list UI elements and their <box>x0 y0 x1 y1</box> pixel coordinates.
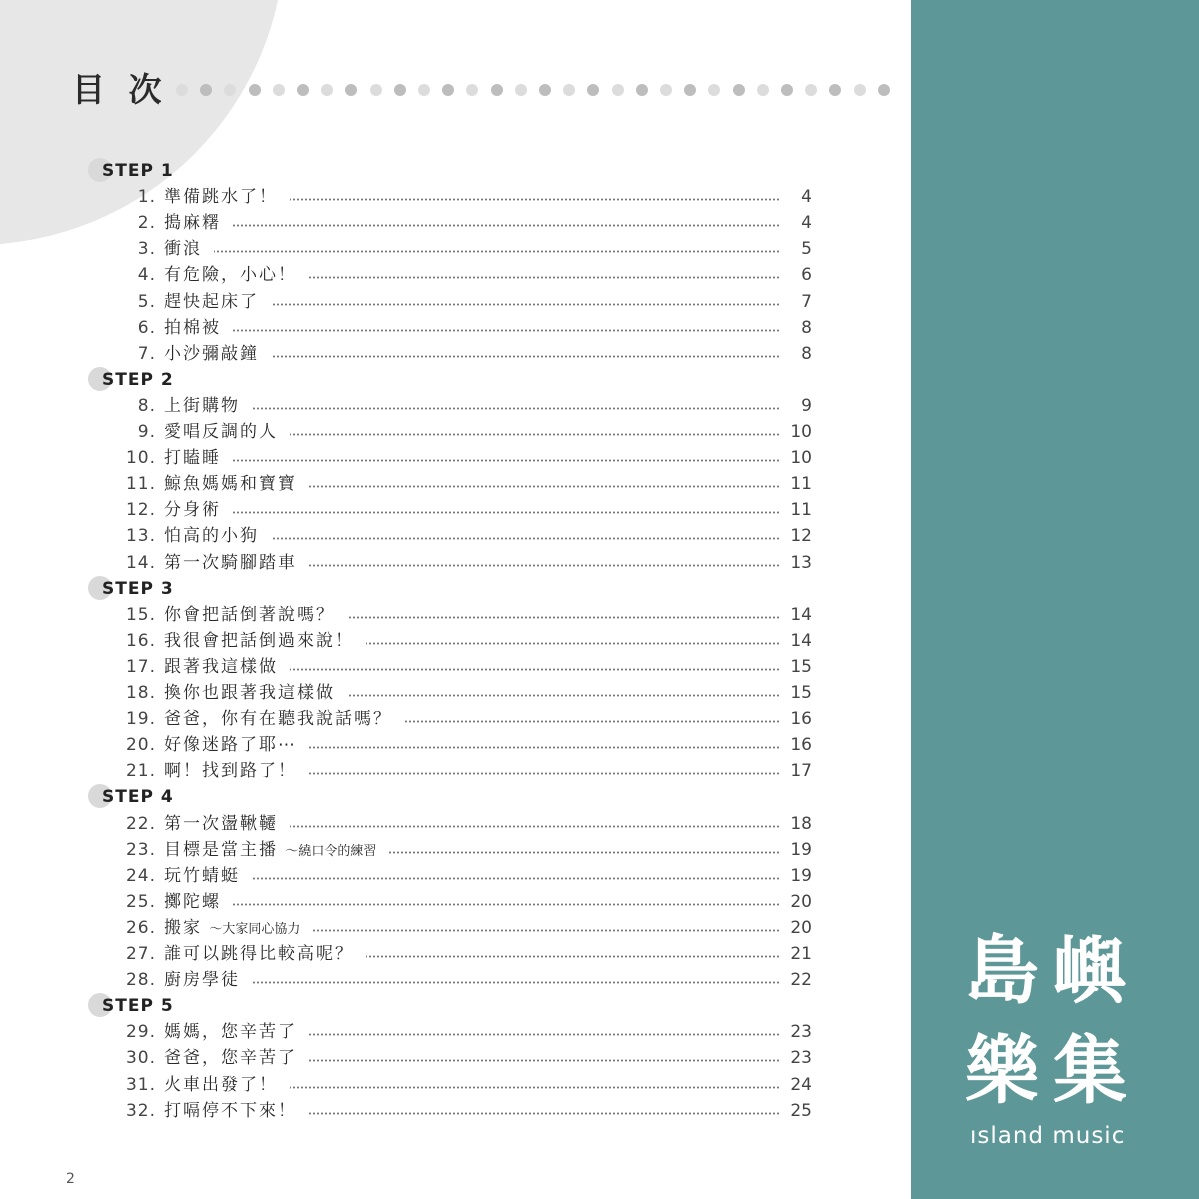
dot-leader <box>312 929 780 932</box>
entry-title-text: 搗麻糬 <box>164 213 221 234</box>
entry-page-number: 18 <box>790 813 812 834</box>
entry-title-text: 趕快起床了 <box>164 291 259 312</box>
step-label: STEP 2 <box>102 369 174 390</box>
toc-entry[interactable] <box>0 393 911 419</box>
toc-entry[interactable] <box>0 706 911 732</box>
entry-page-number: 5 <box>801 239 812 260</box>
toc-entry[interactable] <box>0 889 911 915</box>
entry-number: 7. <box>137 343 156 364</box>
entry-title-text: 第一次騎腳踏車 <box>164 552 297 573</box>
entry-number: 12. <box>125 500 156 521</box>
entry-title-text: 廚房學徒 <box>164 970 240 991</box>
logo-english-text: ısland music <box>970 1123 1126 1149</box>
entry-page-number: 19 <box>790 839 812 860</box>
entry-title <box>164 889 221 915</box>
entry-title <box>164 236 202 262</box>
entry-title <box>164 602 335 628</box>
entry-page-number: 14 <box>790 604 812 625</box>
entry-title-text: 火車出發了！ <box>164 1074 278 1095</box>
toc-entry[interactable] <box>0 837 911 863</box>
dot-leader <box>252 981 780 984</box>
entry-title <box>164 1019 297 1045</box>
entry-number: 2. <box>137 213 156 234</box>
entry-page-number: 7 <box>801 291 812 312</box>
dot-leader <box>366 955 780 958</box>
toc-entry[interactable] <box>0 341 911 367</box>
logo-line-2: 樂集 <box>965 1028 1141 1114</box>
toc-entry[interactable] <box>0 915 911 941</box>
toc-entry[interactable] <box>0 262 911 288</box>
dot-leader <box>214 250 780 253</box>
entry-page-number: 8 <box>801 317 812 338</box>
entry-page-number: 22 <box>790 970 812 991</box>
step-label: STEP 4 <box>102 787 174 808</box>
entry-number: 3. <box>137 239 156 260</box>
dot-leader <box>388 851 780 854</box>
entry-title <box>164 1072 278 1098</box>
dot-leader <box>347 694 780 697</box>
toc-entry[interactable] <box>0 1045 911 1071</box>
toc-entry[interactable] <box>0 654 911 680</box>
toc-entry[interactable] <box>0 680 911 706</box>
step-heading <box>88 158 288 184</box>
step-heading <box>88 367 288 393</box>
entry-title <box>164 497 221 523</box>
toc-entry[interactable] <box>0 550 911 576</box>
toc-entry[interactable] <box>0 941 911 967</box>
toc-entry[interactable] <box>0 497 911 523</box>
entry-number: 29. <box>125 1022 156 1043</box>
entry-title-text: 衝浪 <box>164 239 202 260</box>
entry-title <box>164 628 354 654</box>
entry-number: 15. <box>125 604 156 625</box>
entry-number: 22. <box>125 813 156 834</box>
dot-leader <box>309 1112 780 1115</box>
entry-title <box>164 262 297 288</box>
entry-title-text: 爸爸，你有在聽我說話嗎？ <box>164 709 392 730</box>
entry-number: 20. <box>125 735 156 756</box>
step-heading <box>88 993 288 1019</box>
entry-title-text: 打嗝停不下來！ <box>164 1100 297 1121</box>
dot-leader <box>233 459 780 462</box>
dot-leader <box>366 642 780 645</box>
toc-entry[interactable] <box>0 967 911 993</box>
toc-entry[interactable] <box>0 811 911 837</box>
entry-title <box>164 837 376 865</box>
dot-leader <box>404 720 780 723</box>
entry-number: 24. <box>125 865 156 886</box>
entry-page-number: 14 <box>790 630 812 651</box>
entry-title <box>164 184 278 210</box>
entry-title <box>164 941 354 967</box>
entry-title <box>164 732 297 758</box>
entry-number: 16. <box>125 630 156 651</box>
entry-title <box>164 523 259 549</box>
entry-subtitle: ～大家同心協力 <box>209 921 301 937</box>
entry-title <box>164 550 297 576</box>
logo-line-1: 島嶼 <box>965 928 1141 1014</box>
step-label: STEP 3 <box>102 578 174 599</box>
entry-title <box>164 967 240 993</box>
entry-number: 21. <box>125 761 156 782</box>
entry-page-number: 11 <box>790 500 812 521</box>
brand-logo <box>965 925 1155 1155</box>
entry-title-text: 愛唱反調的人 <box>164 422 278 442</box>
dot-leader <box>271 355 780 358</box>
entry-subtitle: ～繞口令的練習 <box>285 843 377 859</box>
dot-leader <box>309 1059 780 1062</box>
page-title: 目 次 <box>72 70 168 109</box>
entry-page-number: 16 <box>790 735 812 756</box>
entry-title <box>164 915 300 943</box>
entry-title <box>164 341 259 367</box>
entry-number: 14. <box>125 552 156 573</box>
toc-entry[interactable] <box>0 758 911 784</box>
toc-entry[interactable] <box>0 602 911 628</box>
toc-entry[interactable] <box>0 210 911 236</box>
entry-number: 27. <box>125 944 156 964</box>
dot-leader <box>309 1033 780 1036</box>
entry-title-text: 換你也跟著我這樣做 <box>164 683 335 703</box>
entry-title <box>164 419 278 445</box>
entry-title-text: 擲陀螺 <box>164 891 221 912</box>
entry-title-text: 怕高的小狗 <box>164 526 259 547</box>
entry-number: 32. <box>125 1100 156 1121</box>
entry-title <box>164 1045 297 1071</box>
dot-leader <box>309 485 780 488</box>
entry-page-number: 21 <box>790 944 812 964</box>
entry-title <box>164 706 392 732</box>
entry-number: 23. <box>125 839 156 860</box>
entry-title <box>164 811 278 837</box>
entry-title-text: 我很會把話倒過來說！ <box>164 630 354 651</box>
entry-title-text: 小沙彌敲鐘 <box>164 343 259 364</box>
entry-number: 25. <box>125 891 156 912</box>
entry-title-text: 跟著我這樣做 <box>164 656 278 677</box>
step-heading <box>88 784 288 810</box>
entry-page-number: 23 <box>790 1022 812 1043</box>
entry-number: 8. <box>137 395 156 416</box>
dot-leader <box>309 564 780 567</box>
dot-leader <box>233 224 780 227</box>
entry-page-number: 16 <box>790 709 812 730</box>
dot-leader <box>271 303 780 306</box>
entry-title <box>164 393 240 419</box>
entry-title <box>164 1098 297 1124</box>
entry-title-text: 啊！找到路了！ <box>164 761 297 782</box>
entry-page-number: 25 <box>790 1100 812 1121</box>
dot-leader <box>233 511 780 514</box>
entry-title-text: 媽媽，您辛苦了 <box>164 1022 297 1043</box>
dot-leader <box>290 1086 780 1089</box>
entry-number: 17. <box>125 656 156 677</box>
entry-number: 18. <box>125 683 156 703</box>
toc-entry[interactable] <box>0 1019 911 1045</box>
toc-entry[interactable] <box>0 419 911 445</box>
entry-number: 6. <box>137 317 156 338</box>
entry-title-text: 上街購物 <box>164 395 240 416</box>
entry-title-text: 好像迷路了耶⋯ <box>164 735 297 756</box>
entry-page-number: 4 <box>801 213 812 234</box>
entry-page-number: 11 <box>790 474 812 495</box>
entry-title-text: 打瞌睡 <box>164 448 221 469</box>
entry-title-text: 目標是當主播 <box>164 839 278 860</box>
entry-page-number: 8 <box>801 343 812 364</box>
entry-title <box>164 315 221 341</box>
entry-number: 19. <box>125 709 156 730</box>
entry-number: 26. <box>125 917 156 938</box>
entry-number: 9. <box>137 422 156 442</box>
entry-number: 10. <box>125 448 156 469</box>
entry-page-number: 4 <box>801 187 812 208</box>
entry-page-number: 20 <box>790 891 812 912</box>
toc-entry[interactable] <box>0 236 911 262</box>
entry-number: 30. <box>125 1048 156 1069</box>
entry-title <box>164 471 297 497</box>
toc-entry[interactable] <box>0 523 911 549</box>
dot-leader <box>290 668 780 671</box>
entry-title-text: 拍棉被 <box>164 317 221 338</box>
entry-number: 1. <box>137 187 156 208</box>
entry-page-number: 19 <box>790 865 812 886</box>
entry-page-number: 15 <box>790 683 812 703</box>
entry-title-text: 誰可以跳得比較高呢？ <box>164 944 354 964</box>
entry-page-number: 23 <box>790 1048 812 1069</box>
entry-page-number: 15 <box>790 656 812 677</box>
dot-leader <box>252 407 780 410</box>
entry-title-text: 玩竹蜻蜓 <box>164 865 240 886</box>
entry-page-number: 9 <box>801 395 812 416</box>
dot-leader <box>309 746 780 749</box>
dot-leader <box>233 903 780 906</box>
entry-title <box>164 654 278 680</box>
entry-title <box>164 445 221 471</box>
entry-title <box>164 289 259 315</box>
step-label: STEP 1 <box>102 161 174 181</box>
dot-leader <box>290 433 780 436</box>
entry-number: 4. <box>137 265 156 286</box>
entry-title <box>164 863 240 889</box>
toc-entry[interactable] <box>0 732 911 758</box>
entry-page-number: 20 <box>790 917 812 938</box>
entry-number: 11. <box>125 474 156 495</box>
dot-leader <box>309 276 780 279</box>
entry-number: 28. <box>125 970 156 991</box>
dot-leader <box>252 877 780 880</box>
toc-entry[interactable] <box>0 289 911 315</box>
page-number: 2 <box>66 1171 75 1187</box>
entry-title-text: 第一次盪鞦韆 <box>164 813 278 834</box>
entry-title <box>164 758 297 784</box>
dot-leader <box>309 772 780 775</box>
entry-page-number: 10 <box>790 422 812 442</box>
entry-title-text: 搬家 <box>164 917 202 938</box>
step-label: STEP 5 <box>102 996 174 1017</box>
step-heading <box>88 576 288 602</box>
entry-title-text: 準備跳水了！ <box>164 187 278 208</box>
toc-entry[interactable] <box>0 184 911 210</box>
dot-leader <box>233 329 780 332</box>
entry-title-text: 有危險，小心！ <box>164 265 297 286</box>
entry-number: 13. <box>125 526 156 547</box>
entry-title-text: 你會把話倒著說嗎？ <box>164 604 335 625</box>
entry-title-text: 鯨魚媽媽和寶寶 <box>164 474 297 495</box>
dot-leader <box>290 825 780 828</box>
toc-entry[interactable] <box>0 471 911 497</box>
entry-title-text: 爸爸，您辛苦了 <box>164 1048 297 1069</box>
entry-title-text: 分身術 <box>164 500 221 521</box>
entry-page-number: 13 <box>790 552 812 573</box>
toc-entry[interactable] <box>0 628 911 654</box>
toc-entry[interactable] <box>0 863 911 889</box>
entry-number: 5. <box>137 291 156 312</box>
entry-page-number: 17 <box>790 761 812 782</box>
entry-number: 31. <box>125 1074 156 1095</box>
toc-entry[interactable] <box>0 315 911 341</box>
entry-page-number: 12 <box>790 526 812 547</box>
toc-entry[interactable] <box>0 1098 911 1124</box>
dot-leader <box>290 198 780 201</box>
dot-leader <box>271 537 780 540</box>
toc-entry[interactable] <box>0 445 911 471</box>
entry-title <box>164 680 335 706</box>
entry-page-number: 24 <box>790 1074 812 1095</box>
dot-leader <box>347 616 780 619</box>
entry-title <box>164 210 221 236</box>
entry-page-number: 10 <box>790 448 812 469</box>
entry-page-number: 6 <box>801 265 812 286</box>
toc-entry[interactable] <box>0 1072 911 1098</box>
